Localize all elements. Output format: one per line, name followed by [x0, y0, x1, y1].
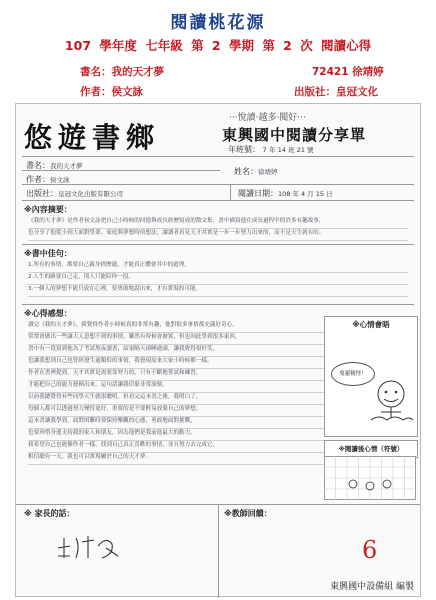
reflection-line: 常常會做出一些讓大人意想不到的事情，雖然有時候會被罵，但也因此學到很多東西。	[28, 332, 324, 345]
header-book-title: 我的天才夢	[111, 66, 164, 78]
reflection-line: 也要珍惜身邊支持我的家人和朋友，因為他們是我前進最大的動力。	[28, 428, 324, 441]
form-author-label: 作者：	[26, 175, 50, 184]
page-title: 閱讀桃花源	[170, 13, 266, 33]
class-no-value: 年 14 班 21 號	[269, 146, 314, 154]
name-value: 徐靖婷	[258, 168, 278, 176]
class-label: 年班號：	[228, 145, 260, 154]
quote-line: 2.人生的路要自己走，別人只能陪你一段。	[28, 272, 408, 285]
divider	[218, 504, 219, 598]
mood-speech-bubble: 鬼靈精怪！	[331, 362, 375, 386]
reflection-line: 相信總有一天，我也可以實現屬於自己的天才夢。	[28, 452, 324, 465]
footer-brand: 東興國中設備組 編製	[330, 582, 414, 592]
reflection-line: 這本書讓我學到，面對困難時要保持樂觀的心態，勇敢地面對挑戰，	[28, 416, 324, 429]
school-sheet-title: 東興國中閱讀分享單	[222, 126, 367, 144]
summary-line: 《我的天才夢》是作者侯文詠把自己小時候的回憶與成長經歷寫成的散文集，書中描寫他在成長過程中的許多有趣故事，	[28, 216, 408, 229]
reflection-line: 以前我總覺得有些同學天生就很聰明，但看完這本書之後，我明白了，	[28, 392, 324, 405]
date-row	[238, 188, 333, 199]
date-label: 閱讀日期：	[238, 189, 278, 198]
header-author-label: 作者：	[80, 86, 112, 98]
divider	[230, 184, 231, 200]
header-author-name: 侯文詠	[111, 86, 143, 98]
parent-comment-label: ※ 家長的話：	[24, 509, 75, 518]
teacher-feedback-label: ※教師回饋：	[224, 509, 272, 518]
form-book-value: 我的天才夢	[50, 162, 83, 170]
reflection-label: ※心得感想：	[24, 309, 72, 318]
reflection-line: 也讓我想到自己也曾經發生過類似的事情，我發現原來大家小時候都一樣。	[28, 356, 324, 369]
divider	[22, 200, 414, 201]
class-info	[228, 144, 314, 155]
quote-line: 1.所有的事情，都要自己親身經歷過，才能真正體會其中的道理。	[28, 260, 408, 273]
date-value: 108 年 4 月 15 日	[278, 190, 333, 198]
reflection-line: 我希望自己也能像作者一樣，找到自己真正喜歡的事情，並且努力去完成它，	[28, 440, 324, 453]
reflection-line: 作者在書裡提到，天才其實是需要靠努力的，只有不斷地嘗試和練習，	[28, 368, 324, 381]
divider	[22, 244, 414, 245]
form-book-label: 書名：	[26, 161, 50, 170]
header-book-label: 書名：	[80, 66, 112, 78]
divider	[22, 156, 414, 157]
summary-label: ※內容摘要：	[24, 205, 72, 214]
reflection-line: 書中有一段寫到他為了考試熬夜讀書，結果隔天卻睡過頭，讓我覺得很好笑，	[28, 344, 324, 357]
form-author-value: 侯文詠	[50, 176, 70, 184]
form-publisher-label: 出版社：	[26, 189, 58, 198]
name-label: 姓名：	[234, 167, 258, 176]
parent-signature	[54, 532, 124, 562]
name-row	[234, 166, 278, 177]
quote-line: 3.一個人的夢想不能只放在心裡，要勇敢地說出來，才有實現的可能。	[28, 284, 408, 297]
header-publisher-label: 出版社：	[294, 86, 336, 98]
divider	[22, 304, 414, 305]
slogan: ‧‧‧悅讀‧越多‧閱好‧‧‧	[229, 113, 306, 123]
divider	[22, 170, 220, 171]
header-publisher-name: 皇冠文化	[336, 86, 378, 98]
divider	[22, 184, 414, 185]
reading-share-sheet	[15, 103, 421, 597]
mood-face-drawing	[369, 378, 415, 422]
mood-after-label: ※閱讀後心情（符號）	[324, 440, 418, 458]
header-author	[80, 84, 143, 99]
form-publisher-value: 皇冠文化出版有限公司	[58, 190, 123, 198]
mood-area	[324, 332, 418, 437]
page-subtitle: 107 學年度 七年級 第 2 學期 第 2 次 閱讀心得	[64, 38, 372, 53]
teacher-score: 6	[362, 536, 378, 564]
header-publisher	[294, 84, 378, 99]
summary-line: 也分享了他從小到大面對學業、家庭與夢想時的想法，讓讀者看見天才其實是一步一步努力出來的，而不是天生就有的。	[28, 228, 408, 241]
mood-header: ※心情會晤	[324, 316, 418, 334]
grade-value: 7	[262, 146, 267, 154]
reflection-line: 每個人都可以透過努力變得更好，重要的是不要輕易放棄自己的夢想。	[28, 404, 324, 417]
reflection-line: 讀完《我的天才夢》，我覺得作者小時候真的非常有趣，他對很多事情都充滿好奇心，	[28, 320, 324, 333]
mood-grid	[324, 456, 416, 500]
header-student: 72421 徐靖婷	[312, 66, 384, 78]
quotes-label: ※書中佳句：	[24, 249, 72, 258]
header-book	[80, 64, 164, 79]
banner-title: 悠遊書鄉	[24, 121, 161, 154]
publisher-row	[26, 188, 123, 199]
reflection-line: 才能把自己的能力發揮出來，這句話讓我印象非常深刻。	[28, 380, 324, 393]
